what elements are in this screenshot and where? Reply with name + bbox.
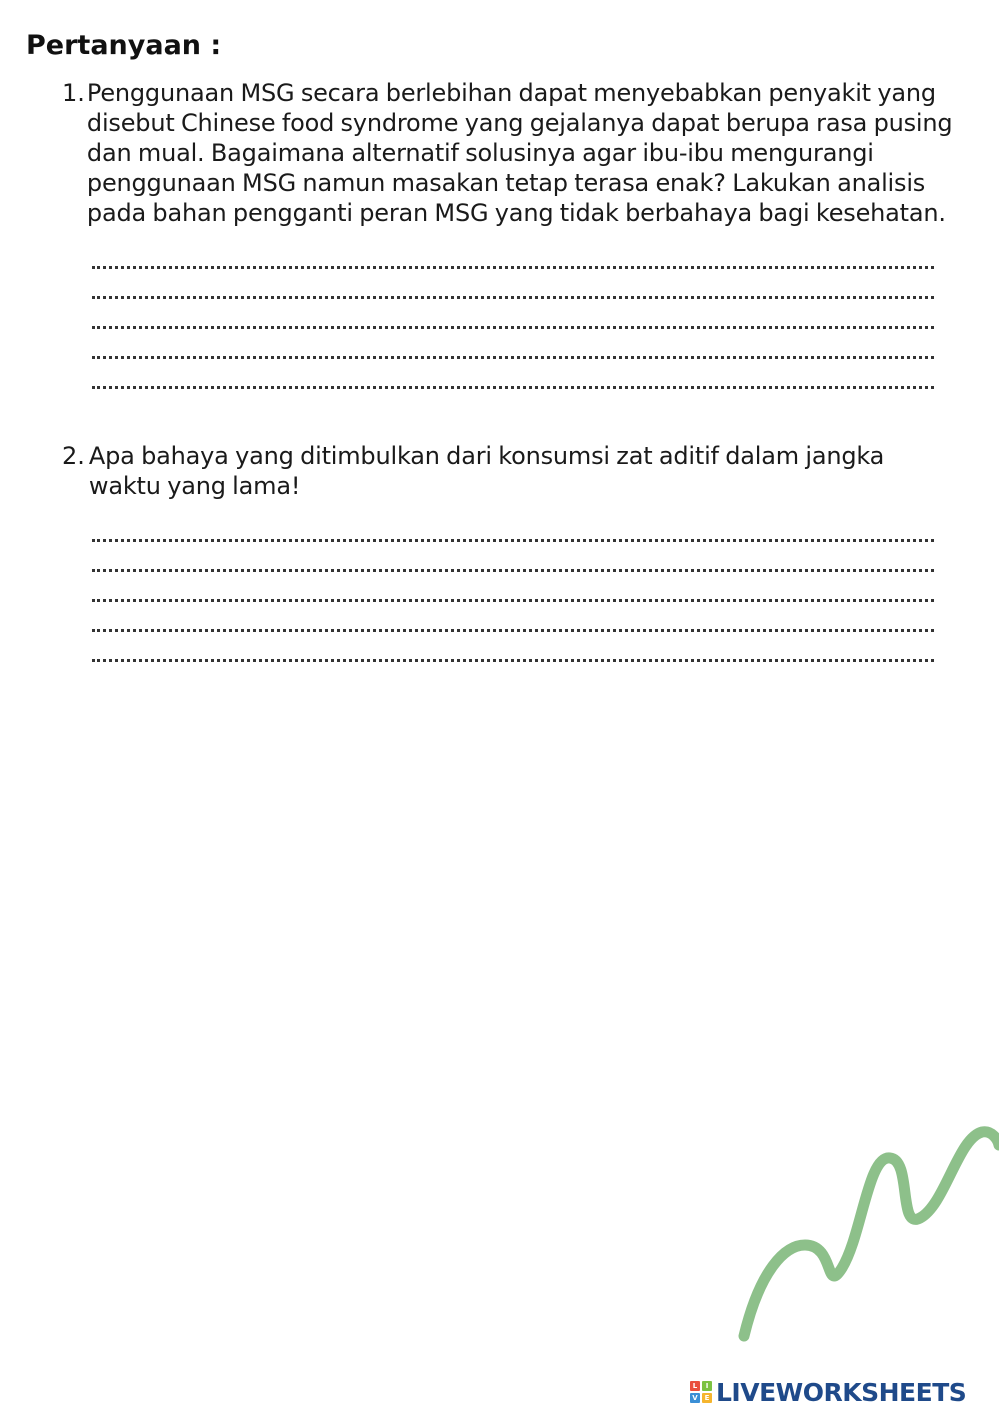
answer-line[interactable] — [92, 635, 934, 665]
squiggle-stroke — [744, 1132, 999, 1336]
logo-cell-v: V — [690, 1393, 700, 1403]
question-2-number: 2. — [62, 442, 85, 470]
answer-line[interactable] — [92, 575, 934, 605]
liveworksheets-logo — [690, 1374, 966, 1410]
question-1-prompt — [62, 78, 962, 228]
answer-line[interactable] — [92, 272, 934, 302]
question-2-answer-area[interactable] — [92, 515, 934, 665]
logo-cell-i: I — [702, 1381, 712, 1391]
question-2 — [62, 441, 962, 665]
answer-line[interactable] — [92, 605, 934, 635]
question-1-answer-area[interactable] — [92, 242, 934, 392]
logo-cell-l: L — [690, 1381, 700, 1391]
answer-line[interactable] — [92, 515, 934, 545]
question-1-number: 1. — [62, 79, 85, 107]
answer-line[interactable] — [92, 242, 934, 272]
logo-grid-icon — [690, 1381, 712, 1403]
worksheet-heading: Pertanyaan : — [26, 30, 222, 61]
logo-text: LIVEWORKSHEETS — [716, 1377, 967, 1407]
decorative-squiggle — [730, 1120, 999, 1350]
logo-cell-e: E — [702, 1393, 712, 1403]
answer-line[interactable] — [92, 545, 934, 575]
answer-line[interactable] — [92, 362, 934, 392]
question-1-text: Penggunaan MSG secara berlebihan dapat menyebabkan penyakit yang disebut Chinese food syndrome yang gejalanya dapat berupa rasa pusing dan mual. Bagaimana alternatif solusinya agar ibu-ibu mengurangi penggunaan MSG namun masakan tetap terasa enak? Lakukan analisis pada bahan pengganti peran MSG yang tidak berbahaya bagi kesehatan. — [86, 79, 953, 227]
answer-line[interactable] — [92, 332, 934, 362]
question-2-text: Apa bahaya yang ditimbulkan dari konsumsi zat aditif dalam jangka waktu yang lama! — [88, 442, 885, 500]
question-1 — [62, 78, 962, 392]
question-2-prompt — [62, 441, 962, 501]
answer-line[interactable] — [92, 302, 934, 332]
